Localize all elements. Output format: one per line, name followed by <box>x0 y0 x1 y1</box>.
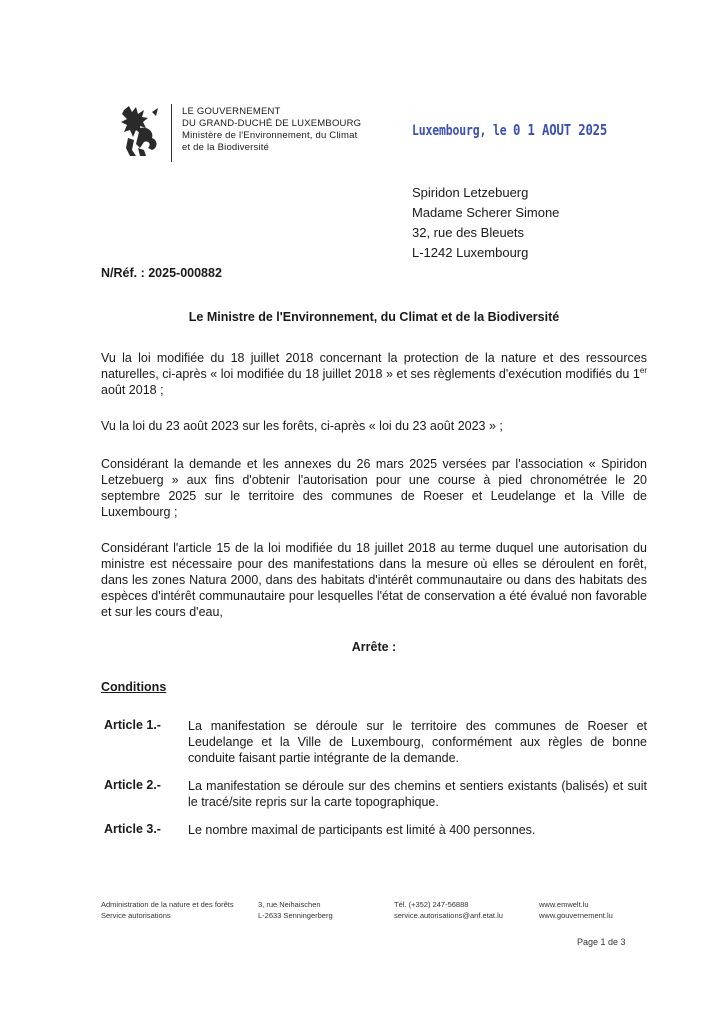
lion-crest-icon <box>118 104 162 160</box>
recipient-line4: L-1242 Luxembourg <box>412 245 529 260</box>
p1-end: août 2018 ; <box>101 383 164 397</box>
recipient-line2: Madame Scherer Simone <box>412 205 560 220</box>
article-3-label: Article 3.- <box>104 822 161 836</box>
ministry-line1: Ministère de l'Environnement, du Climat <box>182 130 358 141</box>
government-header <box>182 106 361 154</box>
gov-line1: LE GOUVERNEMENT <box>182 106 281 117</box>
stamp-place: Luxembourg, le <box>412 123 507 139</box>
arrete-heading: Arrête : <box>351 640 397 654</box>
paragraph-3: Considérant la demande et les annexes du 26 mars 2025 versées par l'association « Spiridon Letzebuerg » aux fins d'obtenir l'autorisation pour une course à pied chronométrée le 20 septembre 2025 sur le territoire des communes de Roeser et Leudelange et la Ville de Luxembourg ; <box>101 457 647 519</box>
article-2-text: La manifestation se déroule sur des chemins et sentiers existants (balisés) et suit le tracé/site repris sur la carte topographique. <box>188 779 647 809</box>
stamp-date: 0 1 AOUT 2025 <box>513 121 608 139</box>
gov-line2: DU GRAND-DUCHÉ DE LUXEMBOURG <box>182 118 362 129</box>
p1-text: Vu la loi modifiée du 18 juillet 2018 concernant la protection de la nature et des ressources naturelles, ci-après « loi modifiée du 18 juillet 2018 » et ses règlements d'exécution modifiés du 1 <box>101 351 647 381</box>
recipient-line3: 32, rue des Bleuets <box>412 225 525 240</box>
footer-org1: Administration de la nature et des forêts <box>101 900 234 909</box>
article-1-label: Article 1.- <box>104 718 161 732</box>
paragraph-2: Vu la loi du 23 août 2023 sur les forêts, ci-après « loi du 23 août 2023 » ; <box>101 419 503 433</box>
article-1-text: La manifestation se déroule sur le territoire des communes de Roeser et Leudelange et la Ville de Luxembourg, conformément aux règles de bonne conduite faisant partie intégrante de la demande. <box>188 719 647 765</box>
footer-tel: Tél. (+352) 247-56888 <box>394 900 469 909</box>
article-2-label: Article 2.- <box>104 778 161 792</box>
footer-address <box>258 899 333 921</box>
date-stamp <box>412 121 607 139</box>
conditions-heading: Conditions <box>101 680 167 694</box>
ministry-line2: et de la Biodiversité <box>182 142 270 153</box>
p1-sup: er <box>639 365 647 375</box>
recipient-line1: Spiridon Letzebuerg <box>412 185 529 200</box>
footer-organisation <box>101 899 234 921</box>
document-title: Le Ministre de l'Environnement, du Climat et de la Biodiversité <box>188 310 560 324</box>
article-3-text: Le nombre maximal de participants est limité à 400 personnes. <box>188 823 536 837</box>
footer-email[interactable]: service.autorisations@anf.etat.lu <box>394 911 503 920</box>
recipient-address <box>412 183 559 263</box>
footer-addr2: L-2633 Senningerberg <box>258 911 333 920</box>
paragraph-4: Considérant l'article 15 de la loi modifiée du 18 juillet 2018 au terme duquel une autorisation du ministre est nécessaire pour des manifestations dans la mesure où elles se déroulent en forêt, dans les zones Natura 2000, dans des habitats d'intérêt communautaire ou dans des habitats des espèces d'intérêt communautaire pour lesquelles l'état de conservation a été évalué non favorable et sur les cours d'eau, <box>101 541 647 619</box>
reference-number: N/Réf. : 2025-000882 <box>101 266 222 280</box>
footer-contact <box>394 899 503 921</box>
footer-web1[interactable]: www.emwelt.lu <box>539 900 589 909</box>
page-number: Page 1 de 3 <box>577 937 626 947</box>
header-divider <box>171 104 172 162</box>
footer-web2[interactable]: www.gouvernement.lu <box>539 911 613 920</box>
footer-org2: Service autorisations <box>101 911 171 920</box>
footer-websites <box>539 899 613 921</box>
paragraph-1 <box>101 350 647 398</box>
footer-addr1: 3, rue Neihaischen <box>258 900 321 909</box>
